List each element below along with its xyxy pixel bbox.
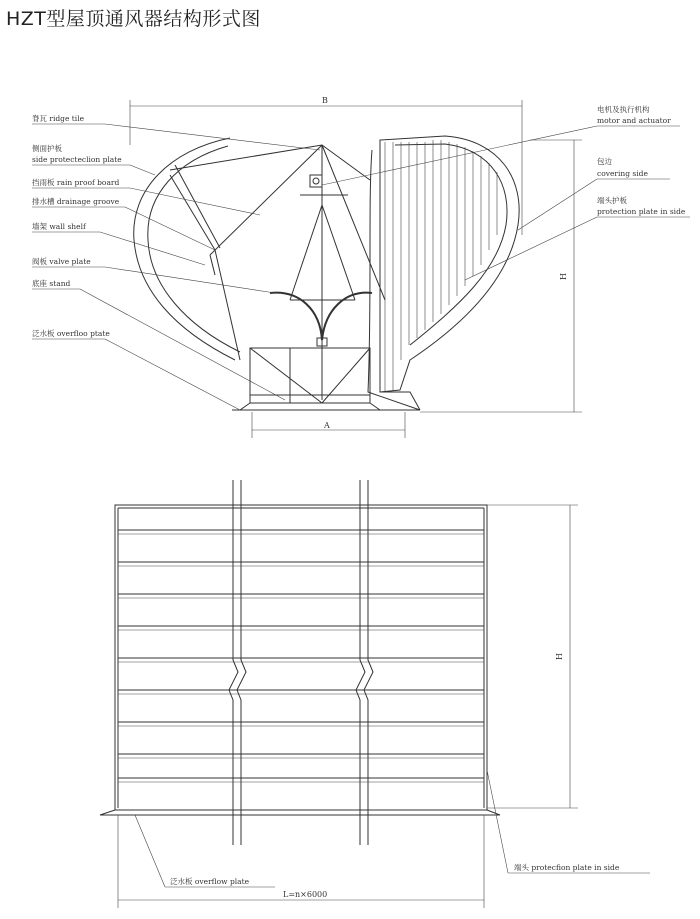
dim-h-label: H <box>559 273 568 280</box>
label-covering-en: covering side <box>597 169 648 178</box>
label-end-protection-en: protection plate in side <box>597 207 686 216</box>
label-end-protection-cn: 端头护板 <box>597 196 627 205</box>
left-labels <box>32 113 320 410</box>
louvers <box>118 530 484 782</box>
label-drainage-groove: 排水槽 drainage groove <box>32 197 120 206</box>
label-motor-cn: 电机及执行机构 <box>597 105 650 114</box>
label-elev-overflow: 泛水板 overflow plate <box>170 877 250 886</box>
vertical-posts <box>229 480 373 845</box>
label-side-protection-cn: 侧面护板 <box>32 144 62 153</box>
label-valve-plate: 阀板 valve plate <box>32 257 91 266</box>
dim-a-label: A <box>324 421 330 430</box>
ridge-roof <box>170 145 370 180</box>
vertical-slats <box>385 140 497 392</box>
label-rain-proof-board: 挡雨板 rain proof board <box>32 178 120 187</box>
right-labels <box>322 104 690 280</box>
diagram-title: HZT型屋顶通风器结构形式图 <box>6 8 261 30</box>
label-overflow-plate: 泛水板 overfloo ptate <box>32 329 110 338</box>
motor-box <box>310 175 322 187</box>
label-covering-cn: 包边 <box>597 157 612 166</box>
label-stand: 底座 stand <box>32 279 71 288</box>
label-elev-end: 端头 protecfion plate in side <box>514 863 620 872</box>
label-side-protection-en: side protecteclion plate <box>32 155 122 164</box>
elev-dim-l-label: L=n×6000 <box>283 890 328 899</box>
label-wall-shelf: 墙架 wall shelf <box>32 222 86 231</box>
elevation-view <box>100 480 650 908</box>
elev-dim-h-label: H <box>555 653 564 660</box>
cross-section-view <box>32 96 690 438</box>
label-ridge-tile: 脊瓦 ridge tile <box>32 114 85 123</box>
label-motor-en: motor and actuator <box>597 116 671 125</box>
dim-b-label: B <box>322 96 328 105</box>
